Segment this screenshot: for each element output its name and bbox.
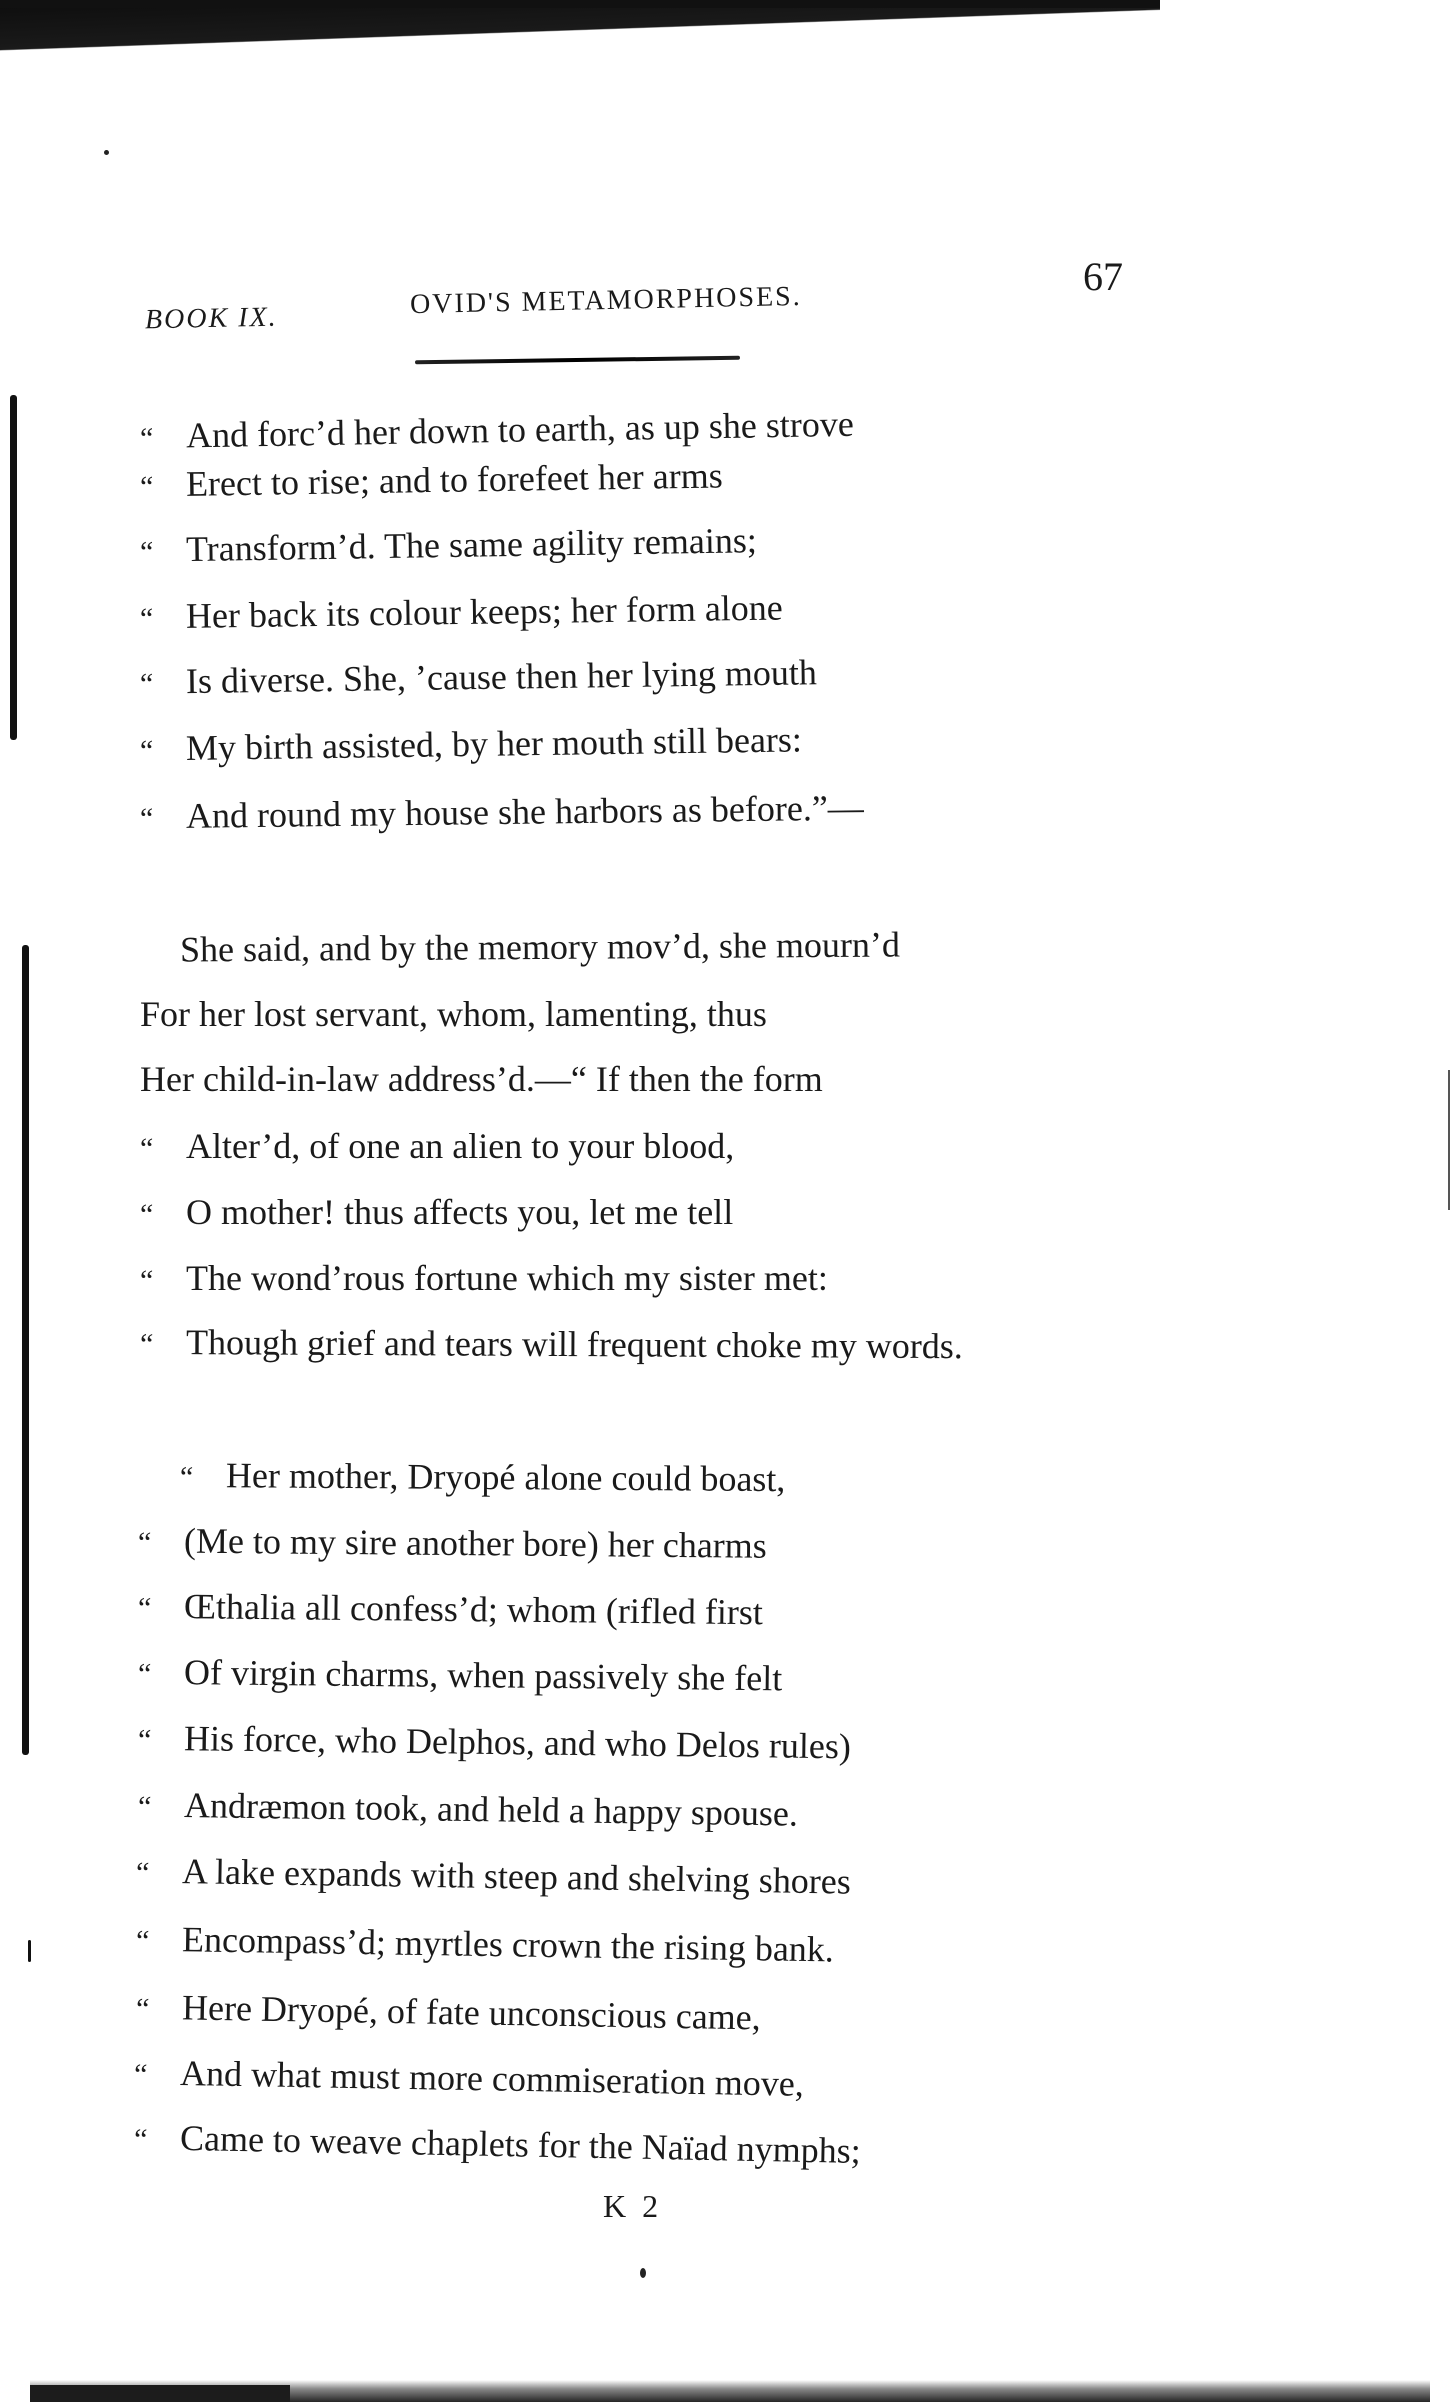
- scan-margin-mark: [10, 395, 17, 740]
- verse-text: Encompass’d; myrtles crown the rising bank.: [181, 1919, 835, 1970]
- head-rule: [415, 356, 740, 365]
- quote-mark: “: [139, 535, 154, 569]
- quote-mark: “: [140, 1132, 154, 1165]
- verse-text: Alter’d, of one an alien to your blood,: [186, 1126, 735, 1166]
- verse-line: [140, 786, 864, 842]
- quote-mark: “: [133, 2058, 148, 2092]
- quote-mark: “: [139, 421, 154, 456]
- quote-mark: “: [139, 1327, 154, 1361]
- verse-line: [140, 586, 783, 642]
- verse-text: And round my house she harbors as before.”—: [185, 787, 865, 836]
- verse-line: [138, 1782, 799, 1838]
- verse-line: [138, 1584, 763, 1638]
- verse-text: My birth assisted, by her mouth still bears:: [185, 719, 803, 768]
- verse-text: The wond’rous fortune which my sister met:: [186, 1258, 828, 1298]
- verse-text: Œthalia all confess’d; whom (rifled first: [183, 1586, 764, 1633]
- verse-line: [140, 1256, 828, 1303]
- verse-line: [140, 1320, 963, 1371]
- quote-mark: “: [139, 470, 154, 504]
- verse-text: His force, who Delphos, and who Delos rules): [183, 1718, 852, 1767]
- verse-text: Her child-in-law address’d.—“ If then the form: [140, 1059, 823, 1099]
- signature-mark: K 2: [603, 2188, 663, 2224]
- verse-line: [138, 1650, 783, 1704]
- quote-mark: “: [137, 1790, 152, 1824]
- quote-mark: “: [137, 1723, 152, 1757]
- verse-text: O mother! thus affects you, let me tell: [186, 1192, 734, 1232]
- verse-line: [180, 922, 900, 971]
- verse-line: [140, 518, 758, 575]
- scan-top-shadow: [0, 0, 1160, 70]
- verse-line: [136, 1985, 761, 2043]
- verse-text: Though grief and tears will frequent choke my words.: [185, 1322, 963, 1367]
- quote-mark: “: [135, 1924, 150, 1958]
- quote-mark: “: [133, 2123, 148, 2157]
- quote-mark: “: [139, 602, 154, 636]
- quote-mark: “: [140, 1198, 154, 1231]
- quote-mark: “: [135, 1856, 150, 1890]
- verse-text: She said, and by the memory mov’d, she mourn’d: [179, 924, 901, 970]
- scan-speck: [640, 2268, 646, 2278]
- quote-mark: “: [137, 1591, 152, 1625]
- quote-mark: “: [139, 667, 154, 701]
- quote-mark: “: [139, 734, 154, 768]
- verse-text: (Me to my sire another bore) her charms: [183, 1520, 767, 1566]
- verse-text: Here Dryopé, of fate unconscious came,: [181, 1987, 762, 2038]
- running-head-title: OVID'S METAMORPHOSES.: [409, 280, 803, 321]
- verse-line: [140, 1124, 734, 1171]
- verse-line: [136, 1848, 852, 1906]
- quote-mark: “: [179, 1460, 194, 1494]
- verse-line: [138, 1716, 851, 1772]
- verse-text: And what must more commiseration move,: [179, 2052, 805, 2104]
- scan-bottom-shadow: [30, 2385, 290, 2402]
- scan-speck: [104, 150, 109, 155]
- quote-mark: “: [137, 1657, 152, 1691]
- verse-text: Of virgin charms, when passively she felt: [183, 1652, 783, 1699]
- verse-text: And forc’d her down to earth, as up she strove: [185, 403, 855, 456]
- verse-text: A lake expands with steep and shelving shores: [181, 1851, 852, 1902]
- verse-line: [134, 2050, 805, 2109]
- scan-top-edge: [0, 0, 1160, 8]
- verse-text: Came to weave chaplets for the Naïad nymphs;: [179, 2117, 862, 2171]
- verse-line: [136, 1917, 835, 1975]
- quote-mark: “: [137, 1526, 152, 1560]
- scan-right-mark: [1448, 1070, 1450, 1210]
- verse-text: For her lost servant, whom, lamenting, thus: [140, 994, 767, 1034]
- quote-mark: “: [135, 1992, 150, 2026]
- verse-line: [140, 402, 855, 461]
- quote-mark: “: [140, 1264, 154, 1297]
- verse-line: [140, 453, 723, 509]
- verse-line: [140, 717, 803, 773]
- verse-text: Is diverse. She, ’cause then her lying mouth: [185, 652, 818, 702]
- verse-line: [140, 1057, 823, 1101]
- page-number: 67: [1083, 254, 1123, 299]
- verse-line: [140, 1190, 733, 1237]
- verse-line: [134, 2115, 862, 2176]
- verse-text: Her back its colour keeps; her form alone: [185, 587, 784, 636]
- verse-text: Her mother, Dryopé alone could boast,: [225, 1455, 786, 1500]
- quote-mark: “: [139, 802, 154, 836]
- running-head-book: BOOK IX.: [144, 301, 278, 336]
- verse-line: [138, 1518, 767, 1570]
- verse-line: [180, 1453, 786, 1504]
- verse-text: Transform’d. The same agility remains;: [185, 520, 758, 570]
- verse-line: [140, 650, 817, 706]
- verse-line: [140, 992, 767, 1036]
- verse-text: Andræmon took, and held a happy spouse.: [183, 1785, 799, 1834]
- scan-margin-mark: [28, 1940, 31, 1962]
- scan-margin-mark: [22, 945, 29, 1755]
- verse-text: Erect to rise; and to forefeet her arms: [185, 455, 724, 504]
